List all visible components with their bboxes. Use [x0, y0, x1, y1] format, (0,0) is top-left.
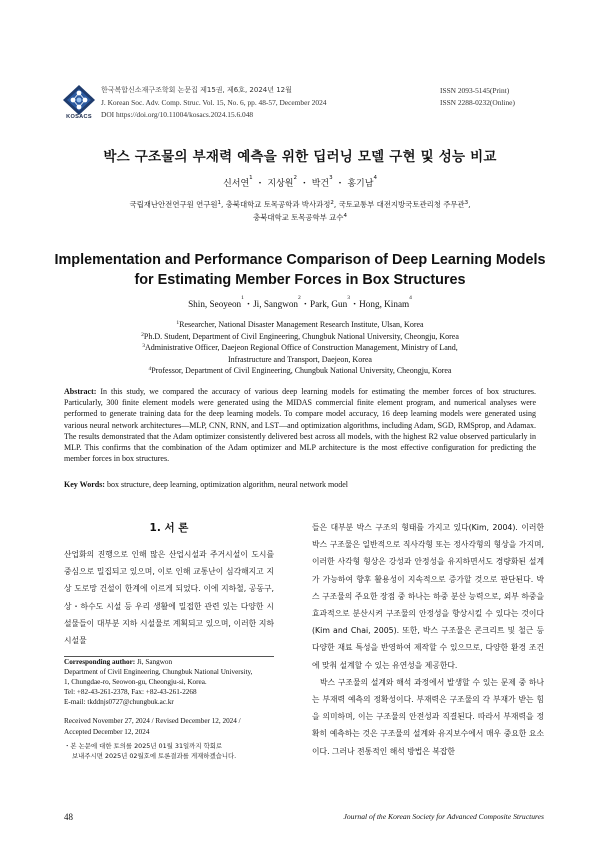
section-heading: 1. 서 론	[149, 522, 189, 534]
affiliation-line: $^4$Professor, Department of Civil Engineering, Chungbuk National University, Cheongju, Korea	[148, 366, 452, 375]
journal-footer: Journal of the Korean Society for Advanced Composite Structures	[343, 812, 544, 821]
affiliation-line: $^2$Ph.D. Student, Department of Civil Engineering, Chungbuk National University, Cheongju, Korea	[141, 331, 459, 341]
abstract	[64, 386, 536, 464]
paragraph: 들은 대부분 박스 구조의 형태를 가지고 있다(Kim, 2004). 이러한 박스 구조물은 일반적으로 직사각형 또는 정사각형의 형상을 가지며, 이러한 사각형 형상은 강성과 안정성을 유지하면서도 경량화된 설계가 가능하여 향후 활용성이 지속적으로 증가할 것으로 판단된다. 박스 구조물의 주요한 장점 중 하나는 하중 분산 능력으로, 외부 하중을 효과적으로 분산시켜 구조물의 안정성을 향상시킬 수 있다는 것이다(Kim and Chai, 2005). 또한, 박스 구조물은 콘크리트 및 철근 등 다양한 재료 특성을 반영하여 제작할 수 있으므로, 다양한 환경 조건에 맞춰 설계할 수 있는 유연성을 제공한다.	[312, 523, 544, 670]
affiliation-line: Infrastructure and Transport, Daejeon, Korea	[228, 354, 372, 364]
korean-title: 박스 구조물의 부재력 예측을 위한 딥러닝 모델 구현 및 성능 비교	[103, 149, 497, 165]
kosacs-logo	[62, 84, 96, 118]
english-title-line: Implementation and Performance Comparison of Deep Learning Models	[54, 252, 546, 268]
corresponding-author: Corresponding author: Ji, Sangwon	[64, 658, 173, 666]
korean-authors: 신서연$^1$ ・ 지상원$^2$ ・ 박건$^3$ ・ 홍기남$^4$	[223, 175, 377, 189]
corr-line: Tel: +82-43-261-2378, Fax: +82-43-261-2268	[64, 688, 197, 696]
paragraph: 박스 구조물의 설계와 해석 과정에서 발생할 수 있는 문제 중 하나는 부재력 예측의 정확성이다. 부재력은 구조물의 각 부재가 받는 힘을 의미하며, 이는 구조물의 안전성과 직결된다. 따라서 부재력을 정확히 예측하는 것은 구조물의 설계와 유지보수에서 매우 중요한 요소이다. 그러나 전통적인 해석 방법은 복잡한	[312, 677, 544, 756]
journal-english: J. Korean Soc. Adv. Comp. Struc. Vol. 15, No. 6, pp. 48-57, December 2024	[101, 98, 327, 107]
note-line: ・본 논문에 대한 토의를 2025년 01월 31일까지 학회로	[64, 742, 223, 750]
english-title	[40, 250, 560, 290]
corr-line: Department of Civil Engineering, Chungbuk National University,	[64, 668, 253, 676]
correspondence	[64, 657, 278, 707]
date-line: Accepted December 12, 2024	[64, 727, 150, 736]
keywords	[64, 479, 536, 490]
logo-text: KOSACS	[66, 114, 92, 120]
doi-link[interactable]: DOI https://doi.org/10.11004/kosacs.2024.15.6.048	[101, 110, 254, 119]
korean-affiliations	[80, 198, 520, 224]
right-column-text	[312, 519, 544, 760]
abstract-label: Abstract:	[64, 387, 97, 396]
keywords-label: Key Words:	[64, 480, 105, 489]
note-line: 보내주시면 2025년 02월호에 토론결과를 게재하겠습니다.	[72, 751, 237, 760]
issn-print: ISSN 2093-5145(Print)	[440, 86, 510, 95]
corr-line: 1, Chungdae-ro, Seowon-gu, Cheongju-si, Korea.	[64, 678, 207, 686]
discussion-note	[64, 742, 278, 761]
korean-affiliation-line: 충북대학교 토목공학부 교수$^4$	[253, 213, 347, 222]
date-line: Received November 27, 2024 / Revised December 12, 2024 /	[64, 717, 241, 725]
affiliation-line: $^3$Administrative Officer, Daejeon Regional Office of Construction Management, Ministry of Land,	[142, 343, 458, 352]
keywords-text: box structure, deep learning, optimization algorithm, neural network model	[104, 480, 349, 489]
affiliation-line: $^1$Researcher, National Disaster Management Research Institute, Ulsan, Korea	[176, 320, 424, 329]
corr-email[interactable]: E-mail: tkddnjs0727@chungbuk.ac.kr	[64, 698, 174, 706]
issn-online: ISSN 2288-0232(Online)	[440, 98, 515, 107]
page-number: 48	[64, 812, 73, 822]
journal-korean: 한국복합신소재구조학회 논문집 제15권, 제6호, 2024년 12월	[101, 86, 292, 94]
english-title-line: for Estimating Member Forces in Box Structures	[134, 272, 466, 288]
submission-dates	[64, 716, 278, 737]
english-affiliations	[80, 319, 520, 377]
english-authors: Shin, Seoyeon$^1$・Ji, Sangwon$^2$・Park, Gun$^3$・Hong, Kinam$^4$	[188, 295, 412, 309]
left-column-text: 산업화의 진행으로 인해 많은 산업시설과 주거시설이 도시를 중심으로 밀집되고 있으며, 이로 인해 교통난이 심각해지고 지상 도로망 건설이 한계에 이르게 되었다. 이에 지하철, 공동구, 상・하수도 시설 등 우리 생활에 밀접한 관련 있는 다양한 시설물들이 대부분 지하 시설물로 계획되고 있으며, 이러한 지하 시설물	[64, 550, 274, 646]
korean-affiliation-line: 국립재난안전연구원 연구원$^1$, 충북대학교 토목공학과 박사과정$^2$, 국토교통부 대전지방국토관리청 주무관$^3$,	[129, 200, 471, 209]
abstract-text: In this study, we compared the accuracy of various deep learning models for estimating the member forces of box structures. Particularly, 300 finite element models were generated using the MIDAS commercial finite element program, and numerical analyses were performed to generate training data for the deep learning models. To compare model accuracy, 16 deep learning models were generated using various neural network architectures—MLP, CNN, RNN, and LST—and optimization algorithms, including Adam, SGD, RMSprop, and Adamax. The results demonstrated that the Adam optimizer consistently delivered best across all models, with the highest R2 value observed particularly in MLP. This confirms that the combination of the Adam optimizer and MLP architecture is the most effective configuration for predicting the member forces in box structures.	[64, 387, 536, 464]
